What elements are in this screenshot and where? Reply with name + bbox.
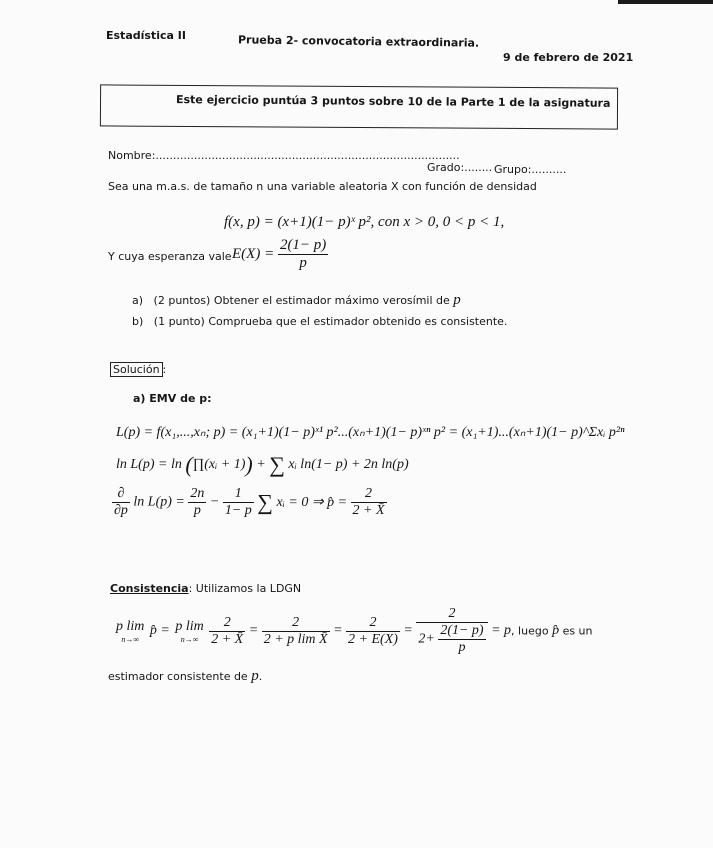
deriv-frac1-num: 2n [190, 486, 205, 501]
conclusion [108, 668, 262, 685]
cons-frac4: 2 2+ $\frac{2(1- p)}{p}$ [416, 606, 487, 656]
paren-open-icon: ( [185, 452, 193, 477]
deriv-frac1-den: p [193, 503, 201, 518]
deriv-lhs: ln L(p) = [133, 494, 185, 510]
derivative-formula: $\frac{\partial}{\partial p}$ ln L(p) = $\frac{2n}{p}$ − $\frac{1}{1- p}$ ∑ xᵢ = 0 ⇒ p̂ = $\frac{2}{2 + X̄}$ [114, 486, 385, 518]
cons-frac3: $\frac{2}{2 + E(X)}$ [348, 614, 398, 647]
part-a-heading: a) EMV de p: [133, 392, 212, 405]
question-a-symbol: p [453, 292, 461, 308]
conclusion-p: p [251, 668, 259, 684]
partial-operator: $\frac{\partial}{\partial p}$ [114, 486, 128, 518]
loglik-rhs: xᵢ ln(1− p) + 2n ln(p) [288, 457, 409, 472]
solution-colon: : [162, 363, 167, 376]
deriv-frac2-num: 1 [223, 486, 254, 503]
name-field: Nombre:....................................................................................... [108, 149, 460, 162]
page-edge-shadow [618, 0, 713, 4]
question-b-text: (1 punto) Comprueba que el estimador obtenido es consistente. [153, 315, 508, 328]
consistency-label: Consistencia [110, 582, 189, 595]
question-a [132, 292, 461, 309]
loglik-formula: ln L(p) = ln (∏(xᵢ + 1)) + ∑ xᵢ ln(1− p) + 2n ln(p) [116, 452, 409, 477]
question-a-letter: a) [132, 294, 144, 307]
paren-close-icon: ) [245, 452, 253, 477]
sum-icon-2: ∑ [257, 489, 273, 515]
exam-date: 9 de febrero de 2021 [503, 51, 634, 64]
cons-frac4-inner: $\frac{2(1- p)}{p}$ [440, 623, 484, 655]
consistency-intro: : Utilizamos la LDGN [188, 582, 302, 595]
phat-eq: p̂ = [149, 623, 170, 638]
deriv-frac2 [223, 486, 254, 519]
consistency-formula: p lim n→∞ p̂ = p lim n→∞ $\frac{2}{2 + X̄}$ = $\frac{2}{\text{2 + p lim X̄}}$ = $\frac{2}{2 + E(X)}$ = 2 2+ $\frac{2(1- p)}{p}$ = p, luego p̂ es un [116, 606, 593, 655]
question-b [132, 315, 507, 328]
plim-1: p lim n→∞ [116, 618, 145, 644]
likelihood-formula: L(p) = f(x₁,...,xₙ; p) = (x₁+1)(1− p)ˣ¹ p²...(xₙ+1)(1− p)ˣⁿ p² = (x₁+1)...(xₙ+1)(1− p)^Σxᵢ p²ⁿ [116, 425, 625, 440]
question-a-text: (2 puntos) Obtener el estimador máximo verosímil de [153, 294, 450, 307]
cons-phat: p̂ [552, 623, 560, 638]
cons-frac2: $\frac{2}{\text{2 + p lim X̄}}$ [263, 614, 328, 647]
expectation-label: Y cuya esperanza vale [108, 250, 232, 263]
cons-es-un: es un [562, 624, 593, 638]
expectation-den: p [299, 255, 307, 271]
course-title: Estadística II [106, 29, 186, 42]
conclusion-end: . [258, 670, 263, 683]
cons-result: = p [491, 623, 512, 638]
deriv-frac1 [188, 486, 206, 519]
deriv-result-den: 2 + X̄ [352, 503, 385, 518]
conclusion-text: estimador consistente de [108, 670, 248, 683]
deriv-result [351, 486, 387, 519]
sum-icon: ∑ [269, 452, 285, 477]
statement-intro: Sea una m.a.s. de tamaño n una variable aleatoria X con función de densidad [108, 180, 537, 193]
score-text: Este ejercicio puntúa 3 puntos sobre 10 de la Parte 1 de la asignatura [175, 93, 611, 110]
cons-luego: , luego [511, 624, 549, 638]
grado-field: Grado:........ [427, 161, 493, 174]
cons-frac1: $\frac{2}{2 + X̄}$ [211, 614, 244, 647]
solution-label: Solución [110, 362, 163, 377]
expectation-formula [232, 237, 328, 272]
deriv-sum-tail: xᵢ = 0 ⇒ p̂ = [276, 495, 348, 510]
expectation-lhs: E(X) = [232, 246, 275, 262]
plim-2: p lim n→∞ [175, 618, 204, 644]
loglik-prod: ∏(xᵢ + 1) [192, 457, 246, 472]
deriv-result-num: 2 [351, 486, 387, 503]
deriv-frac2-den: 1− p [224, 503, 252, 518]
exam-title: Prueba 2- convocatoria extraordinaria. [237, 33, 480, 50]
solution-heading [110, 363, 166, 376]
expectation-num: 2(1− p) [279, 237, 327, 253]
density-formula: f(x, p) = (x+1)(1− p)ˣ p², con x > 0, 0 < p < 1, [224, 214, 505, 230]
consistency-heading [110, 582, 301, 595]
grupo-field: Grupo:.......... [494, 163, 567, 176]
loglik-lhs: ln L(p) = ln [116, 457, 182, 472]
expectation-fraction [278, 237, 328, 272]
question-b-letter: b) [132, 315, 144, 328]
